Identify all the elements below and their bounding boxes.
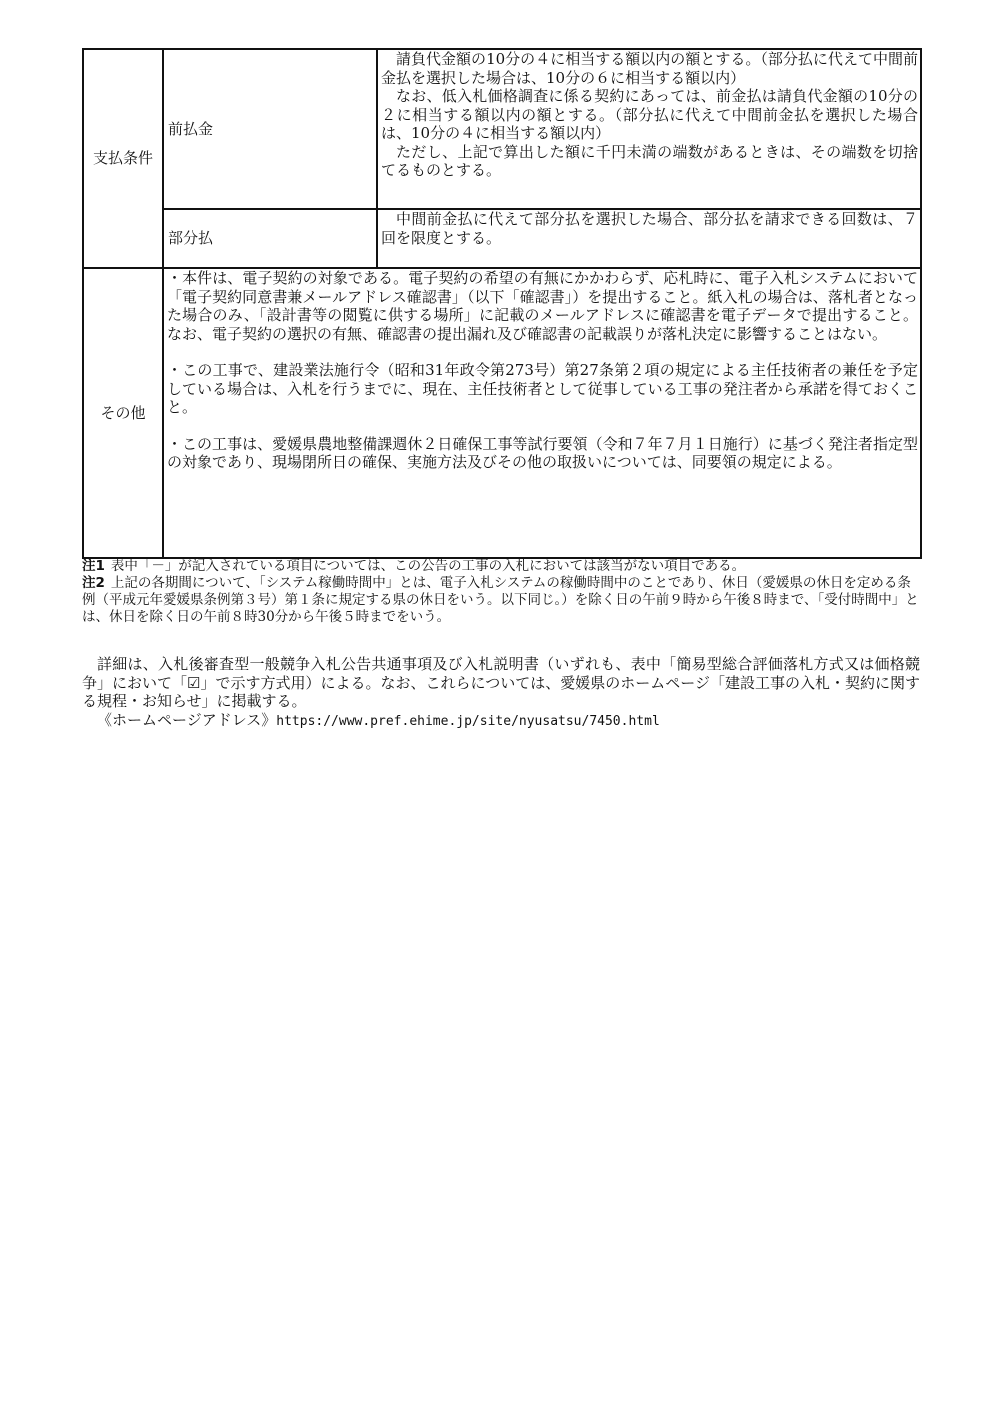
advance-payment-paragraph: なお、低入札価格調査に係る契約にあっては、前金払は請負代金額の10分の２に相当する額以内の額とする。（部分払に代えて中間前金払を選択した場合は、10分の４に相当する額以内） [381,87,918,142]
homepage-line [82,711,920,732]
note-2-tag: 注2 [82,575,105,591]
homepage-label: 《ホームページアドレス》 [97,710,277,729]
advance-payment-label: 前払金 [163,49,377,209]
detail-section [82,655,920,731]
advance-payment-paragraph: 請負代金額の10分の４に相当する額以内の額とする。（部分払に代えて中間前金払を選択した場合は、10分の６に相当する額以内） [381,50,918,87]
other-item: ・本件は、電子契約の対象である。電子契約の希望の有無にかかわらず、応札時に、電子入札システムにおいて「電子契約同意書兼メールアドレス確認書」（以下「確認書」）を提出すること。紙入札の場合は、落札者となった場合のみ、「設計書等の閲覧に供する場所」に記載のメールアドレスに確認書を電子データで提出すること。なお、電子契約の選択の有無、確認書の提出漏れ及び確認書の記載誤りが落札決定に影響することはない。 [167,269,918,343]
partial-payment-row [83,209,921,268]
note-1-tag: 注1 [82,558,105,574]
advance-payment-paragraph: ただし、上記で算出した額に千円未満の端数があるときは、その端数を切捨てるものとする。 [381,142,918,179]
note-2-text: 上記の各期間について、「システム稼働時間中」とは、電子入札システムの稼働時間中のことであり、休日（愛媛県の休日を定める条例（平成元年愛媛県条例第３号）第１条に規定する県の休日をいう。以下同じ。）を除く日の午前９時から午後８時まで、「受付時間中」とは、休日を除く日の午前８時30分から午後５時までをいう。 [82,575,919,625]
note-2 [82,575,920,626]
other-label: その他 [83,268,163,558]
homepage-url[interactable]: https://www.pref.ehime.jp/site/nyusatsu/7450.html [276,713,660,729]
conditions-table [82,48,922,559]
advance-payment-row [83,49,921,209]
note-1 [82,558,920,575]
note-1-text: 表中「－」が記入されている項目については、この公告の工事の入札においては該当がない項目である。 [110,558,746,574]
other-row [83,268,921,558]
payment-conditions-label: 支払条件 [83,49,163,268]
other-content [163,268,921,558]
partial-payment-text: 中間前金払に代えて部分払を選択した場合、部分払を請求できる回数は、７回を限度とする。 [381,210,918,247]
notes-section [82,558,920,626]
advance-payment-content [377,49,921,209]
partial-payment-label: 部分払 [163,209,377,268]
partial-payment-content [377,209,921,268]
other-item: ・この工事で、建設業法施行令（昭和31年政令第273号）第27条第２項の規定による主任技術者の兼任を予定している場合は、入札を行うまでに、現在、主任技術者として従事している工事の発注者から承諾を得ておくこと。 [167,361,918,416]
detail-text: 詳細は、入札後審査型一般競争入札公告共通事項及び入札説明書（いずれも、表中「簡易型総合評価落札方式又は価格競争」において「☑」で示す方式用）による。なお、これらについては、愛媛県のホームページ「建設工事の入札・契約に関する規程・お知らせ」に掲載する。 [82,655,920,710]
other-item: ・この工事は、愛媛県農地整備課週休２日確保工事等試行要領（令和７年７月１日施行）に基づく発注者指定型の対象であり、現場閉所日の確保、実施方法及びその他の取扱いについては、同要領の規定による。 [167,434,918,471]
